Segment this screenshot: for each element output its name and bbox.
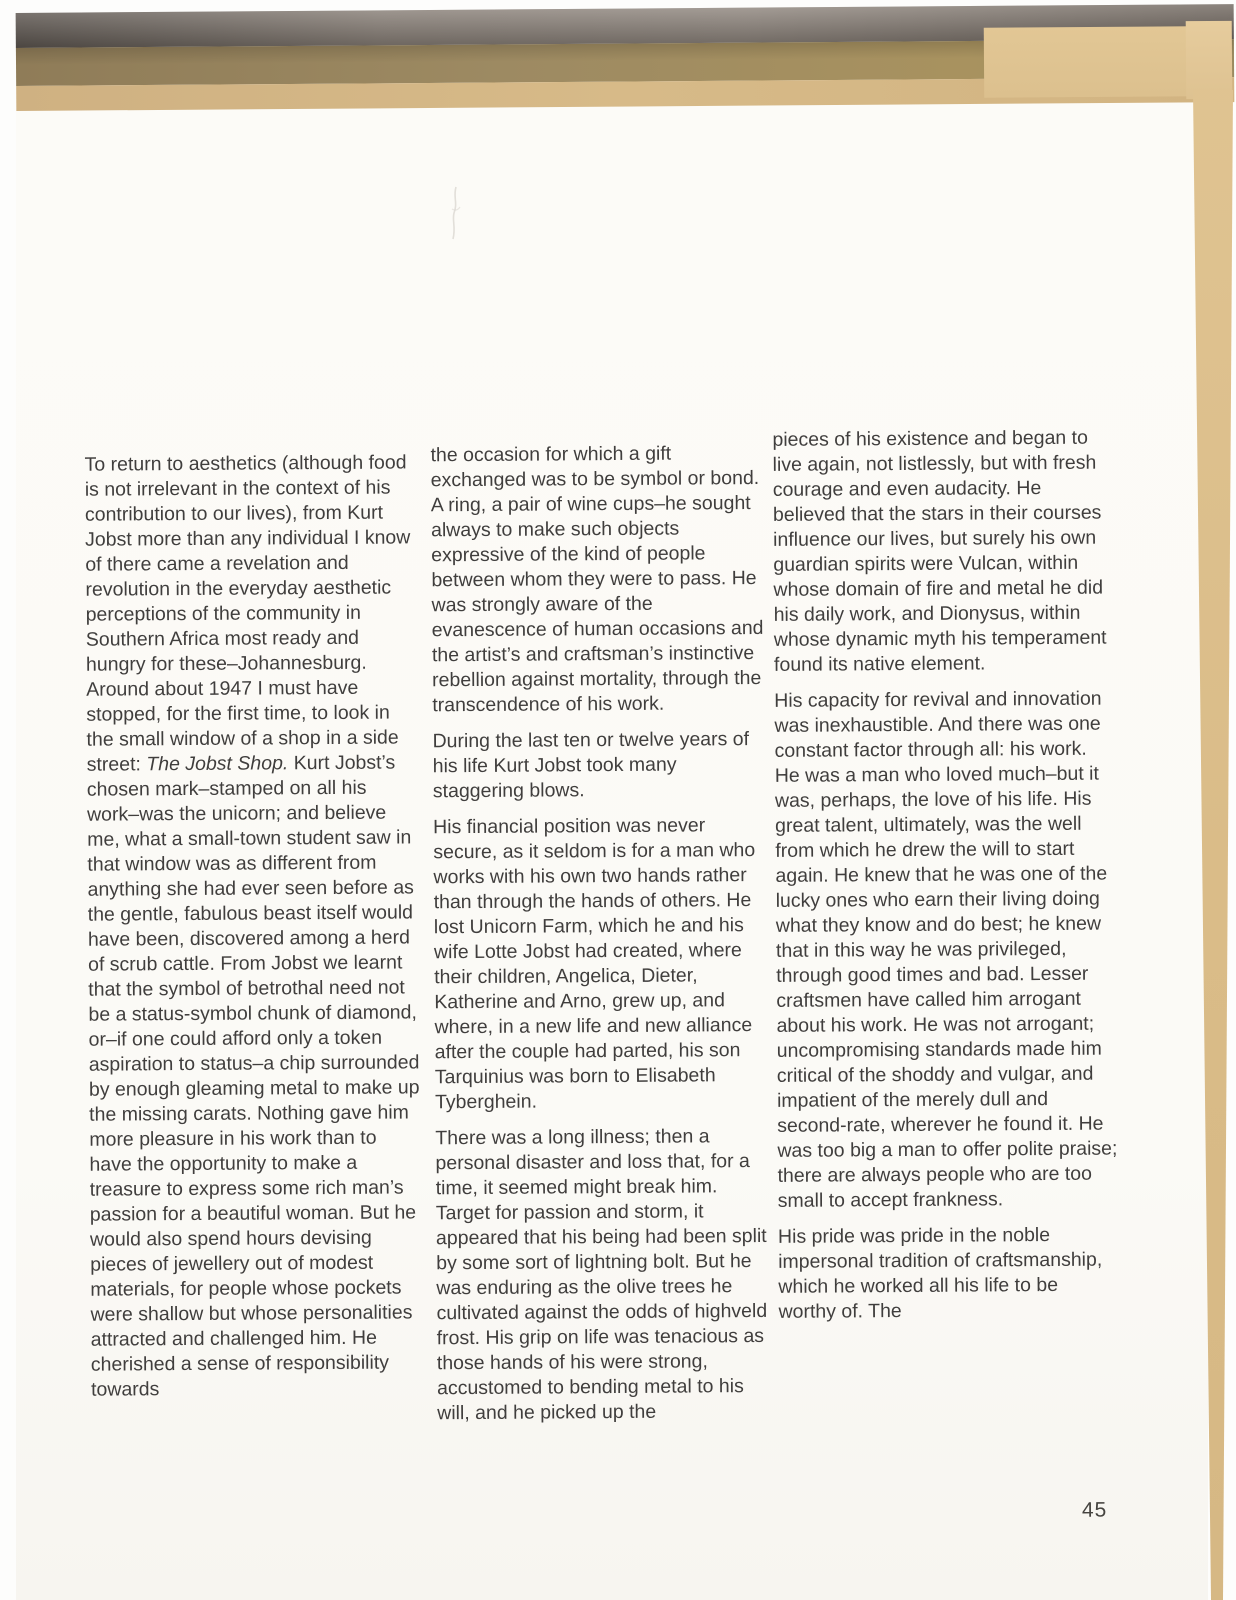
paragraph: pieces of his existence and began to live again, not listlessly, but with fresh courage and even audacity. He believed that the stars in their courses influence our lives, but surely his own guardian spirits were Vulcan, within whose domain of fire and metal he did his daily work, and Dionysus, within whose dynamic myth his temperament found its native element. — [772, 426, 1107, 676]
paragraph — [85, 450, 426, 1402]
paragraph: There was a long illness; then a personal disaster and loss that, for a time, it seemed might break him. Target for passion and storm, it appeared that his being had been split by some sort of lightning bolt. But he was enduring as the olive trees he cultivated against the odds of highveld frost. His grip on life was tenacious as those hands of his were strong, accustomed to bending metal to his will, and he picked up the — [435, 1125, 768, 1425]
book-shop-title-italic: The Jobst Shop. — [146, 752, 289, 776]
paragraph-text: Kurt Jobst’s chosen mark–stamped on all his work–was the unicorn; and believe me, what a small-town student saw in that window was as different from anything she had ever seen before as the gentle, fabulous beast itself would have been, discovered among a herd of scrub cattle. From Jobst we learnt that the symbol of betrothal need not be a status-symbol chunk of diamond, or–if one could afford only a token aspiration to status–a chip surrounded by enough gleaming metal to make up the missing carats. Nothing gave him more pleasure in his work than to have the opportunity to make a treasure to express some rich man’s passion for a beautiful woman. But he would also spend hours devising pieces of jewellery out of modest materials, for people whose pockets were shallow but whose personalities attracted and challenged him. He cherished a sense of responsibility towards — [86, 751, 420, 1401]
paragraph: His capacity for revival and innovation was inexhaustible. And there was one constant factor through all: his work. He was a man who loved much–but it was, perhaps, the love of his life. His great talent, ultimately, was the well from which he drew the will to start again. He knew that he was one of the lucky ones who earn their living doing what they know and do best; he knew that in this way he was privileged, through good times and bad. Lesser craftsmen have called him arrogant about his work. He was not arrogant; uncompromising standards made him critical of the shoddy and vulgar, and impatient of the merely dull and second-rate, wherever he found it. He was too big a man to offer polite praise; there are always people who are too small to accept frankness. — [774, 687, 1118, 1212]
paragraph: During the last ten or twelve years of his life Kurt Jobst took many staggering blows. — [432, 728, 750, 803]
paragraph-text: To return to aesthetics (although food is not irrelevant in the context of his contribution to our lives), from Kurt Jobst more than any individual I know of there came a revelation and revolution in the everyday aesthetic perceptions of the community in Southern Africa most ready and hungry for these–Johannesburg. Around about 1947 I must have stopped, for the first time, to look in the small window of a shop in a side street: — [84, 451, 411, 776]
text-column-2 — [430, 441, 775, 1437]
paragraph: His financial position was never secure, as it seldom is for a man who works with his own two hands rather than through the hands of others. He lost Unicorn Farm, which he and his wife Lotte Jobst had created, where their children, Angelica, Dieter, Katherine and Arno, grew up, and where, in a new life and new alliance after the couple had parted, his son Tarquinius was born to Elisabeth Tyberghein. — [433, 814, 756, 1114]
text-column-1 — [85, 450, 426, 1413]
text-column-3 — [772, 426, 1120, 1336]
paragraph: His pride was pride in the noble impersonal tradition of craftsmanship, which he worked all his life to be worthy of. The — [777, 1223, 1103, 1323]
page-number: 45 — [1081, 1498, 1108, 1522]
paragraph: the occasion for which a gift exchanged was to be symbol or bond. A ring, a pair of wine cups–he sought always to make such objects expressive of the kind of people between whom they were to pass. He was strongly aware of the evanescence of human occasions and the artist’s and craftsman’s instinctive rebellion against mortality, through the transcendence of his work. — [430, 442, 764, 717]
